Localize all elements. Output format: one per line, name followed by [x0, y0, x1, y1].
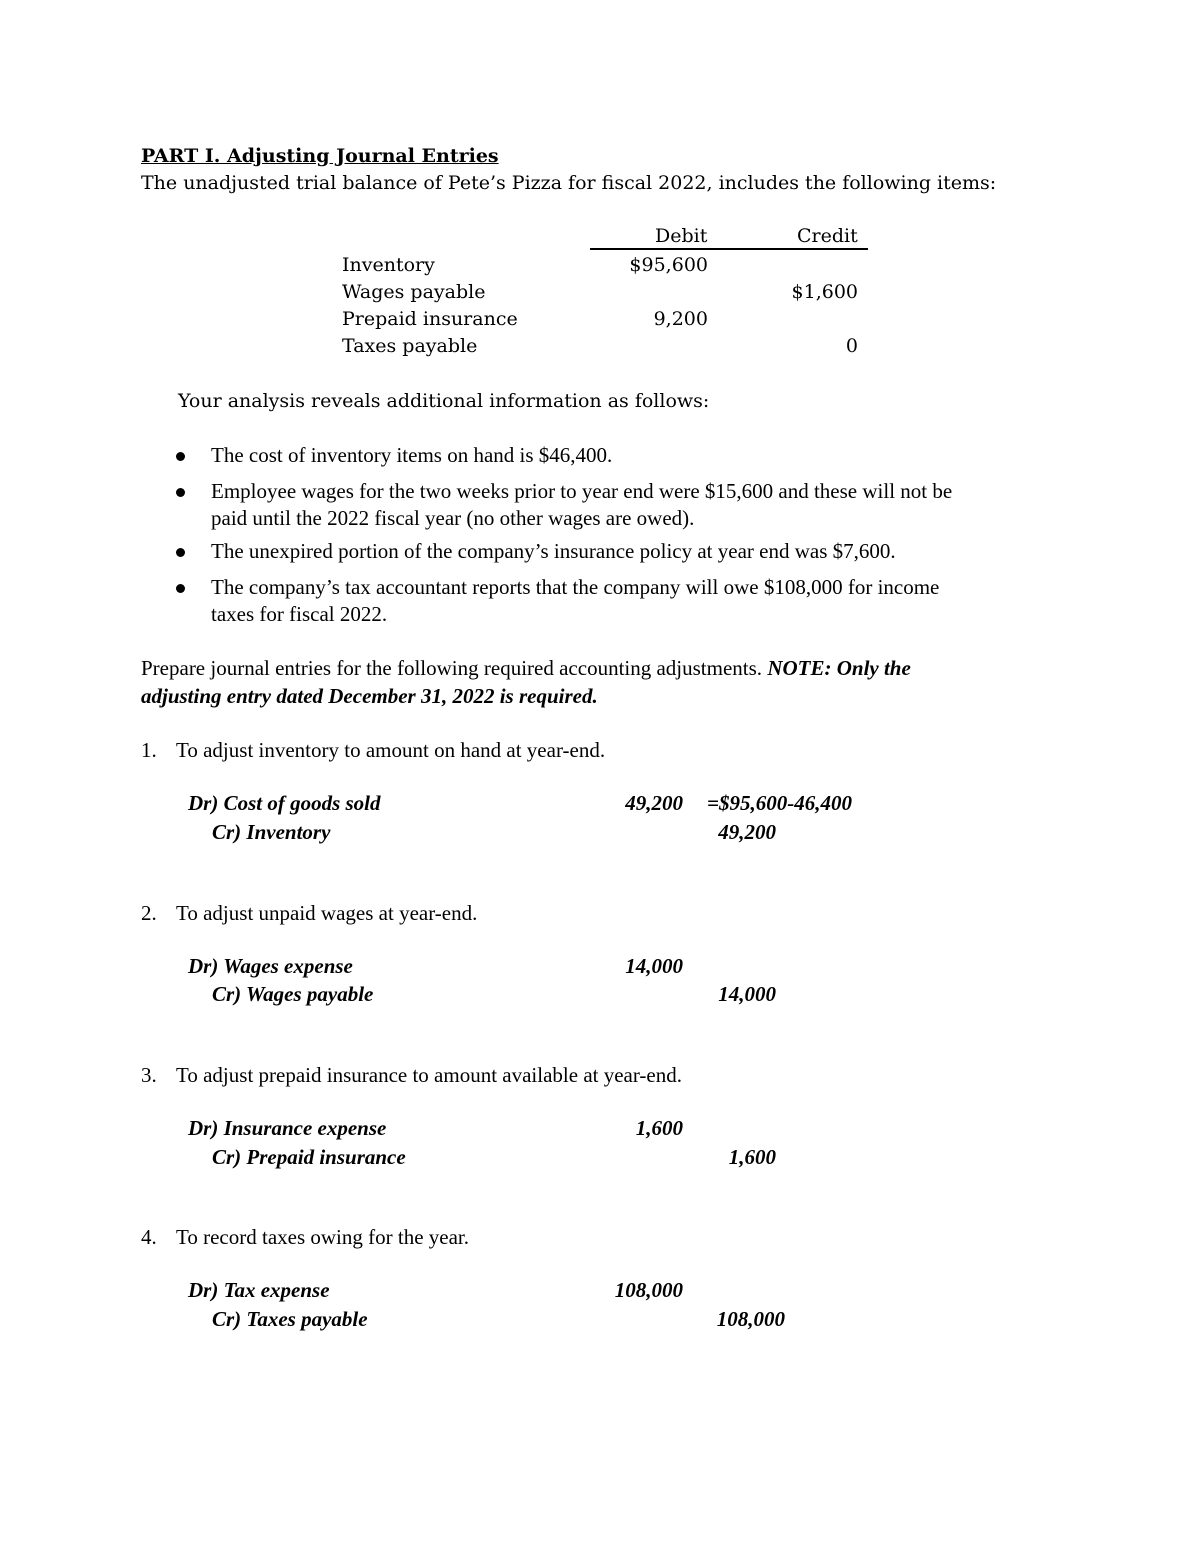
entry-title: To adjust inventory to amount on hand at year-end. [176, 738, 606, 762]
entry-number: 2. [141, 901, 157, 925]
section-heading: PART I. Adjusting Journal Entries [141, 145, 499, 167]
entry-title: To record taxes owing for the year. [176, 1225, 470, 1249]
tb-debit: 9,200 [653, 308, 708, 330]
instruction-text: Prepare journal entries for the following required accounting adjustments. [141, 656, 768, 680]
calc-note: =$95,600-46,400 [707, 791, 852, 815]
cr-account: Cr) Prepaid insurance [212, 1145, 406, 1169]
col-header-credit: Credit [797, 225, 858, 247]
cr-account: Cr) Wages payable [212, 982, 374, 1006]
instruction-line-1 [141, 656, 911, 681]
cr-amount: 14,000 [718, 982, 776, 1006]
cr-amount: 49,200 [718, 820, 776, 844]
bullet-icon [176, 452, 185, 461]
tb-account: Wages payable [342, 281, 486, 303]
entry-number: 3. [141, 1063, 157, 1087]
intro-text: The unadjusted trial balance of Pete’s Pizza for fiscal 2022, includes the following items: [141, 172, 997, 194]
analysis-intro: Your analysis reveals additional information as follows: [178, 390, 710, 412]
bullet-text: The unexpired portion of the company’s insurance policy at year end was $7,600. [211, 539, 896, 563]
bullet-text: taxes for fiscal 2022. [211, 602, 388, 626]
bullet-text: The company’s tax accountant reports that the company will owe $108,000 for income [211, 575, 940, 599]
tb-credit: $1,600 [791, 281, 858, 303]
tb-account: Prepaid insurance [342, 308, 518, 330]
cr-amount: 1,600 [728, 1145, 776, 1169]
entry-number: 4. [141, 1225, 157, 1249]
dr-amount: 1,600 [635, 1116, 683, 1140]
dr-account: Dr) Insurance expense [188, 1116, 387, 1140]
bullet-icon [176, 584, 185, 593]
col-header-debit: Debit [655, 225, 708, 247]
dr-amount: 108,000 [614, 1278, 683, 1302]
tb-debit: $95,600 [629, 254, 708, 276]
bullet-text: The cost of inventory items on hand is $46,400. [211, 443, 613, 467]
dr-amount: 14,000 [625, 954, 683, 978]
cr-account: Cr) Taxes payable [212, 1307, 368, 1331]
bullet-icon [176, 548, 185, 557]
bullet-text: Employee wages for the two weeks prior to year end were $15,600 and these will not be [211, 479, 953, 503]
bullet-text: paid until the 2022 fiscal year (no other wages are owed). [211, 506, 695, 530]
tb-account: Taxes payable [342, 335, 478, 357]
dr-account: Dr) Tax expense [188, 1278, 330, 1302]
entry-title: To adjust unpaid wages at year-end. [176, 901, 478, 925]
dr-amount: 49,200 [625, 791, 683, 815]
cr-amount: 108,000 [716, 1307, 785, 1331]
instruction-note-line-2: adjusting entry dated December 31, 2022 is required. [141, 684, 598, 708]
tb-credit: 0 [845, 335, 858, 357]
instruction-note: NOTE: Only the [767, 656, 911, 680]
tb-account: Inventory [342, 254, 435, 276]
bullet-icon [176, 488, 185, 497]
entry-number: 1. [141, 738, 157, 762]
entry-title: To adjust prepaid insurance to amount available at year-end. [176, 1063, 682, 1087]
dr-account: Dr) Wages expense [188, 954, 353, 978]
dr-account: Dr) Cost of goods sold [188, 791, 381, 815]
cr-account: Cr) Inventory [212, 820, 331, 844]
header-underline [590, 248, 868, 250]
